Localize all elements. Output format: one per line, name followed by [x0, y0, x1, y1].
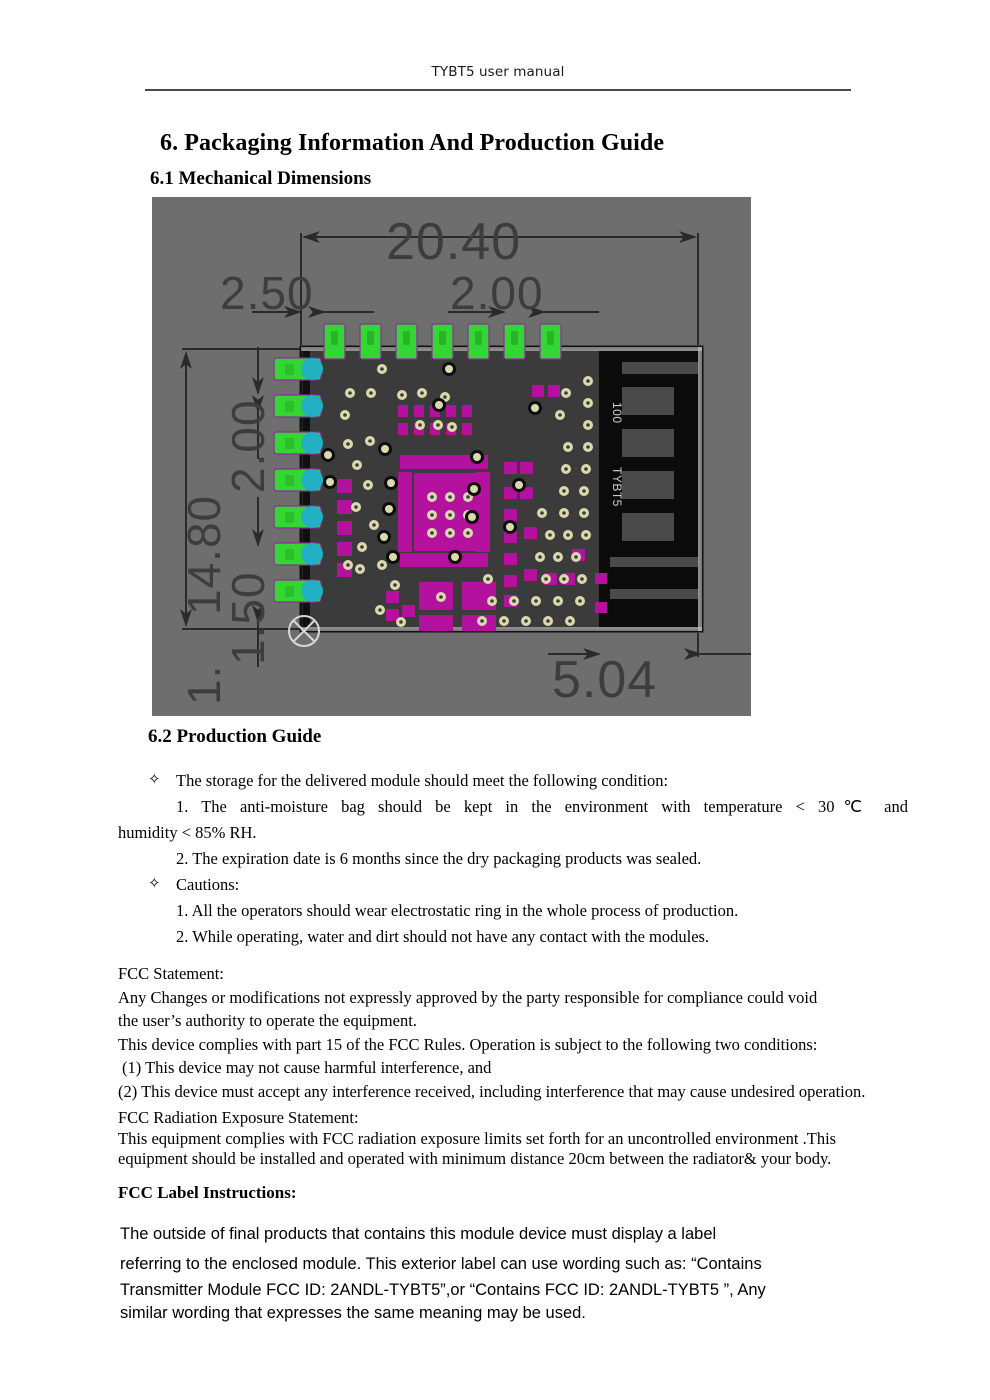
- diamond-bullet-icon: ✧: [148, 772, 161, 788]
- page-header: TYBT5 user manual: [431, 64, 565, 80]
- pcb-antenna: [595, 351, 698, 627]
- dimension-2-50-label: 2.50: [220, 267, 314, 319]
- fcc-label-line-3: Transmitter Module FCC ID: 2ANDL-TYBT5”,or “Contains FCC ID: 2ANDL-TYBT5 ”, Any: [120, 1281, 766, 1299]
- production-guide-body: [118, 768, 908, 950]
- fcc-label-instructions-body: [120, 1219, 915, 1325]
- fcc-statement-line-1: Any Changes or modifications not expressly approved by the party responsible for compliance could void: [118, 987, 818, 1007]
- production-bullet-storage-text: The storage for the delivered module should meet the following condition:: [176, 771, 669, 790]
- silkscreen-tybt5-label: TYBT5: [610, 467, 624, 507]
- dimension-2-00-left-label: 2.00: [222, 399, 274, 493]
- fcc-statement-title: FCC Statement:: [118, 964, 224, 983]
- fcc-radiation-line-2: equipment should be installed and operated with minimum distance 20cm between the radiator& your body.: [118, 1149, 832, 1168]
- production-bullet-cautions: [118, 872, 908, 898]
- fcc-condition-1: (1) This device may not cause harmful interference, and: [122, 1058, 492, 1077]
- fcc-label-instructions-heading: FCC Label Instructions:: [118, 1183, 297, 1202]
- section-6-1-heading: 6.1 Mechanical Dimensions: [150, 168, 372, 189]
- fcc-radiation-line-1: This equipment complies with FCC radiation exposure limits set forth for an uncontrolled environment .This: [118, 1128, 837, 1148]
- fcc-label-line-1: The outside of final products that contains this module device must display a label: [120, 1225, 717, 1243]
- dimension-20-40-label: 20.40: [386, 213, 522, 271]
- dimension-2-00-top-label: 2.00: [450, 267, 544, 319]
- fcc-statement-line-2: the user’s authority to operate the equipment.: [118, 1011, 417, 1030]
- production-bullet-cautions-text: Cautions:: [176, 875, 240, 894]
- fcc-label-line-4: similar wording that expresses the same meaning may be used.: [120, 1304, 586, 1322]
- diamond-bullet-icon: ✧: [148, 876, 161, 892]
- fcc-statement-line-3: This device complies with part 15 of the FCC Rules. Operation is subject to the following two conditions:: [118, 1034, 818, 1054]
- production-storage-item-2: 2. The expiration date is 6 months since the dry packaging products was sealed.: [176, 849, 702, 868]
- production-caution-item-2: 2. While operating, water and dirt should not have any contact with the modules.: [176, 927, 710, 946]
- fcc-condition-2: (2) This device must accept any interference received, including interference that may cause undesired operation.: [118, 1081, 866, 1101]
- dimension-1-bottom-label: 1.: [178, 664, 230, 705]
- fcc-statement-block: [118, 962, 918, 1103]
- dimension-5-04-label: 5.04: [552, 651, 658, 709]
- fcc-radiation-block: [118, 1108, 923, 1170]
- left-pad-row: [274, 358, 323, 602]
- fcc-label-line-2: referring to the enclosed module. This exterior label can use wording such as: “Contains: [120, 1255, 762, 1273]
- mechanical-dimensions-figure: [152, 197, 751, 716]
- dimension-14-80-label: 14.80: [178, 494, 230, 615]
- fcc-radiation-title: FCC Radiation Exposure Statement:: [118, 1108, 359, 1127]
- dimension-1-50-label: 1.50: [222, 571, 274, 665]
- section-6-2-heading: 6.2 Production Guide: [148, 726, 322, 747]
- header-divider: [145, 89, 851, 91]
- production-caution-item-1: 1. All the operators should wear electrostatic ring in the whole process of production.: [176, 901, 739, 920]
- production-storage-item-1-cont: humidity < 85% RH.: [118, 823, 257, 842]
- production-storage-item-1: 1. The anti-moisture bag should be kept in the environment with temperature < 30℃ and: [176, 797, 908, 816]
- production-bullet-storage: [118, 768, 908, 794]
- silkscreen-100-label: 100: [610, 402, 624, 424]
- section-6-heading: 6. Packaging Information And Production Guide: [160, 130, 665, 156]
- top-pad-row: [324, 324, 561, 359]
